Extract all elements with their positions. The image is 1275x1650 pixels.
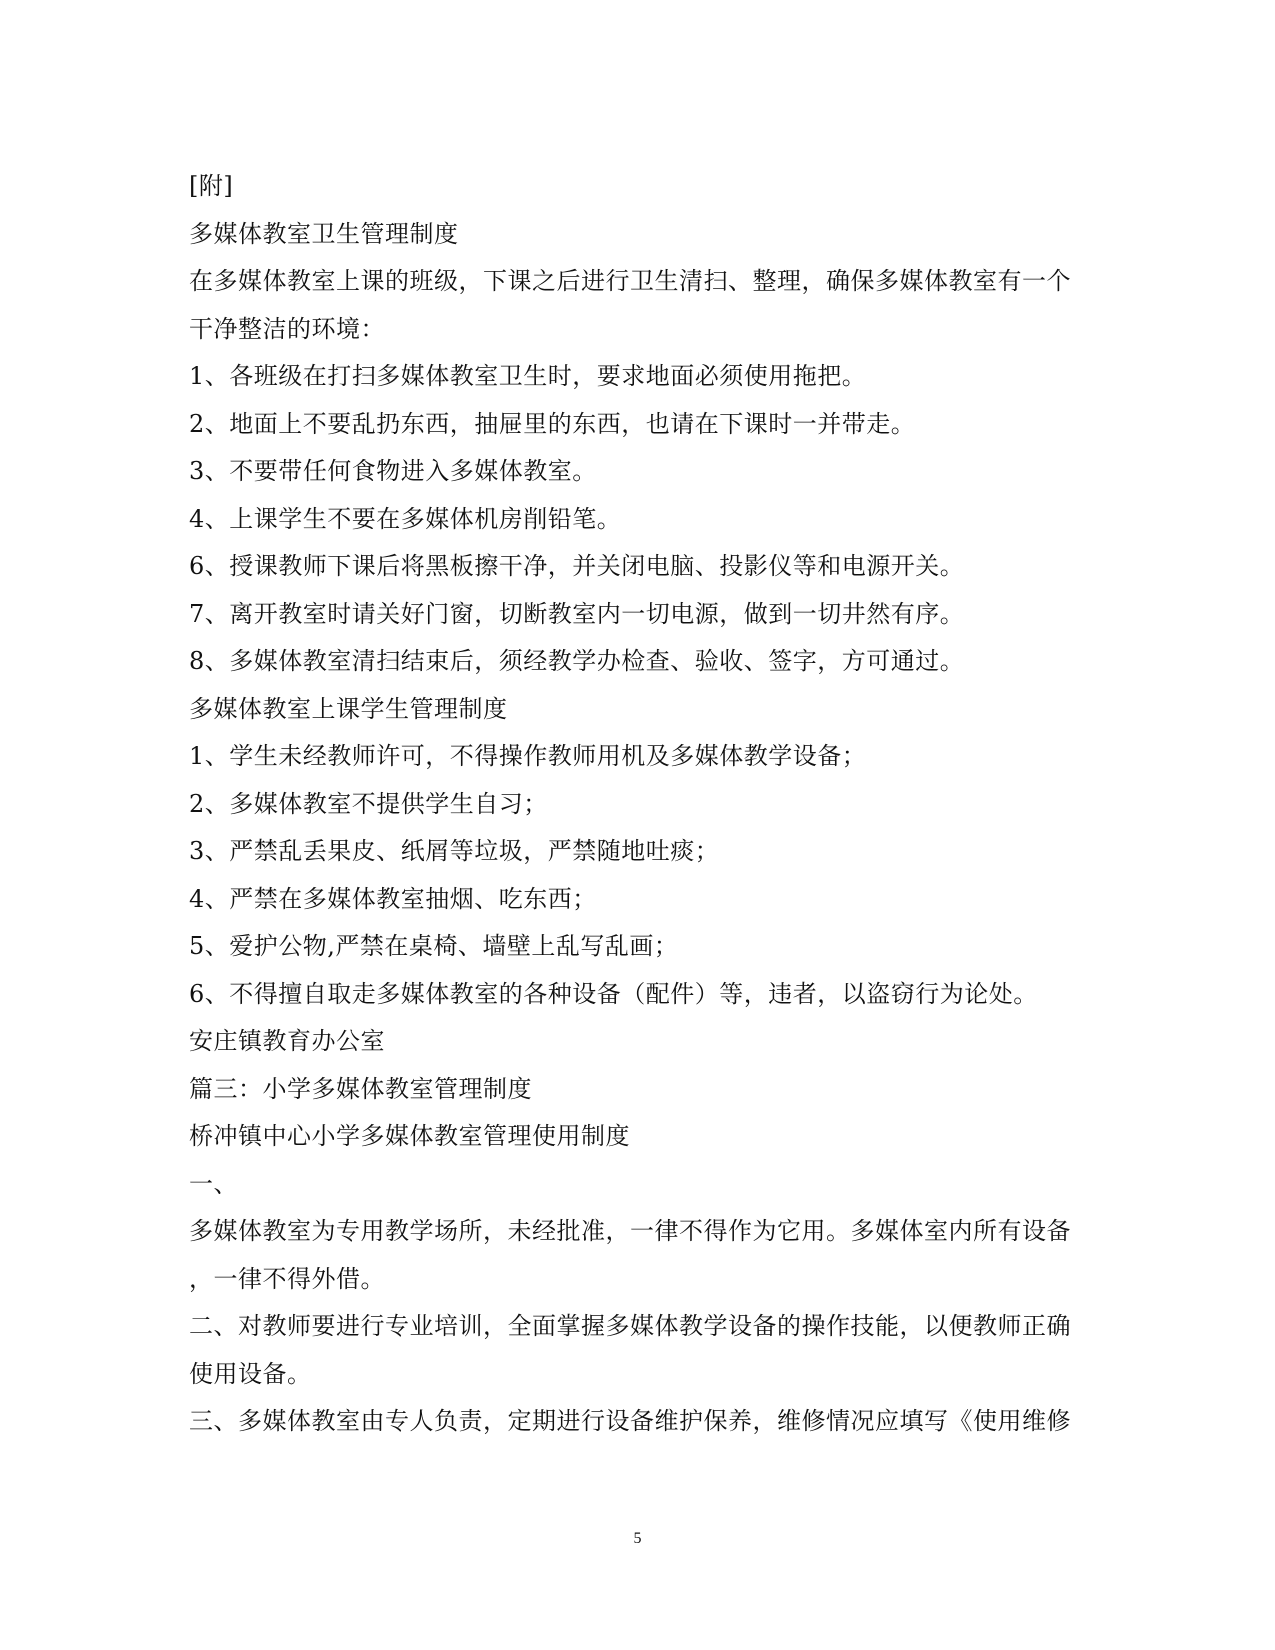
list-item: 6、授课教师下课后将黑板擦干净，并关闭电脑、投影仪等和电源开关。 <box>189 552 965 580</box>
list-item: 5、爱护公物,严禁在桌椅、墙壁上乱写乱画； <box>189 932 679 960</box>
text-line: 干净整洁的环境： <box>189 314 385 343</box>
list-item: 6、不得擅自取走多媒体教室的各种设备（配件）等，违者，以盗窃行为论处。 <box>189 979 1038 1008</box>
list-item: 3、严禁乱丢果皮、纸屑等垃圾，严禁随地吐痰； <box>189 837 720 865</box>
section-heading: 篇三：小学多媒体教室管理制度 <box>189 1074 532 1103</box>
list-item: 2、地面上不要乱扔东西，抽屉里的东西，也请在下课时一并带走。 <box>189 409 916 438</box>
text-line: [附] <box>189 172 234 200</box>
list-item: 二、对教师要进行专业培训，全面掌握多媒体教学设备的操作技能，以便教师正确 <box>189 1312 1071 1340</box>
list-item: 4、严禁在多媒体教室抽烟、吃东西； <box>189 884 597 913</box>
section-heading: 桥冲镇中心小学多媒体教室管理使用制度 <box>189 1122 630 1150</box>
list-item: 一、 <box>189 1169 238 1198</box>
text-line: ，一律不得外借。 <box>189 1264 385 1293</box>
list-item: 2、多媒体教室不提供学生自习； <box>189 789 548 818</box>
page-number: 5 <box>633 1530 642 1547</box>
document-body <box>189 163 1089 1446</box>
text-line: 使用设备。 <box>189 1359 312 1388</box>
list-item: 3、不要带任何食物进入多媒体教室。 <box>189 457 597 485</box>
section-heading: 多媒体教室卫生管理制度 <box>189 219 459 248</box>
text-line: 多媒体教室为专用教学场所，未经批准，一律不得作为它用。多媒体室内所有设备 <box>189 1217 1071 1245</box>
list-item: 1、各班级在打扫多媒体教室卫生时，要求地面必须使用拖把。 <box>189 362 867 390</box>
list-item: 1、学生未经教师许可，不得操作教师用机及多媒体教学设备； <box>189 742 867 770</box>
list-item: 7、离开教室时请关好门窗，切断教室内一切电源，做到一切井然有序。 <box>189 599 965 628</box>
text-line: 在多媒体教室上课的班级，下课之后进行卫生清扫、整理，确保多媒体教室有一个 <box>189 267 1071 295</box>
list-item: 4、上课学生不要在多媒体机房削铅笔。 <box>189 504 622 533</box>
signature-line: 安庄镇教育办公室 <box>189 1027 385 1055</box>
section-heading: 多媒体教室上课学生管理制度 <box>189 694 508 723</box>
list-item: 8、多媒体教室清扫结束后，须经教学办检查、验收、签字，方可通过。 <box>189 647 965 675</box>
list-item: 三、多媒体教室由专人负责，定期进行设备维护保养，维修情况应填写《使用维修 <box>189 1407 1071 1435</box>
